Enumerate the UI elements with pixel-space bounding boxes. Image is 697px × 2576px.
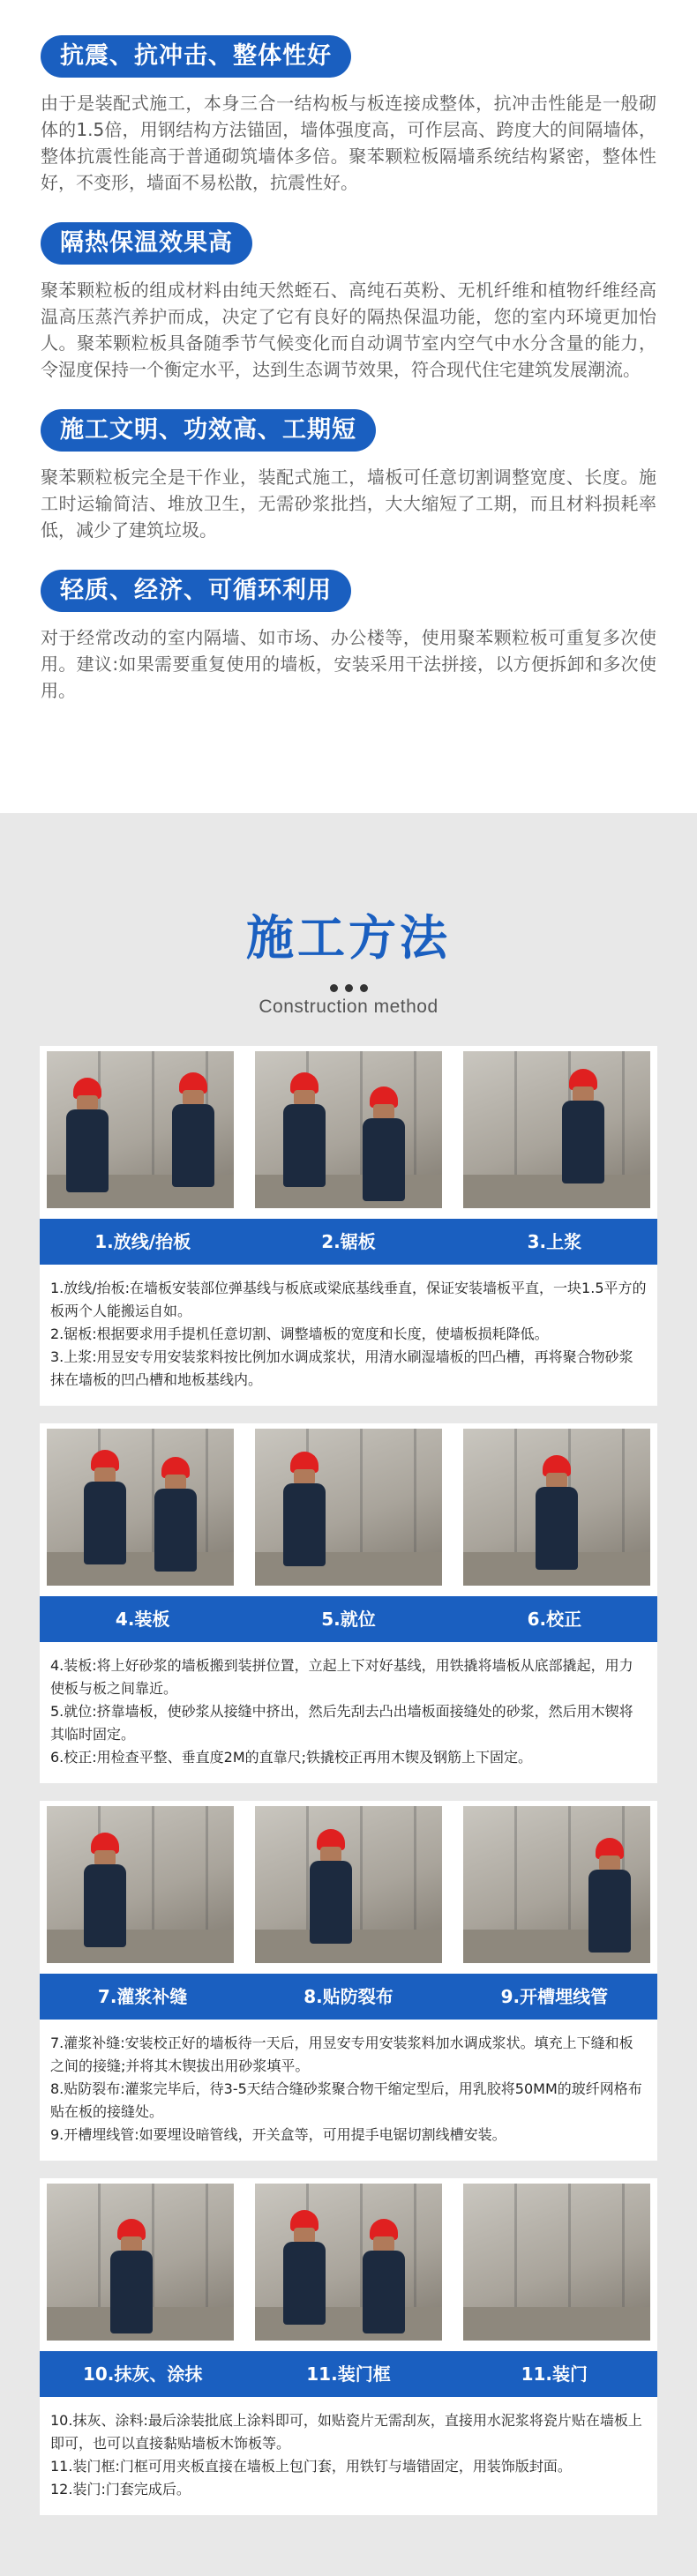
feature-block [41, 222, 656, 383]
step-photo [47, 1806, 234, 1963]
section-subtitle: Construction method [259, 997, 438, 1017]
divider-dot [360, 984, 368, 992]
step-description [40, 1642, 657, 1783]
step-photo [463, 1806, 650, 1963]
step-line: 8.贴防裂布:灌浆完毕后，待3-5天结合缝砂浆聚合物干缩定型后，用乳胶将50MM的玻纤网格布贴在板的接缝处。 [50, 2080, 642, 2120]
step-label: 6.校正 [527, 1609, 582, 1630]
section-title: 施工方法 [246, 910, 451, 966]
step-photo [255, 1806, 442, 1963]
step-label: 3.上浆 [527, 1231, 582, 1252]
step-label: 7.灌浆补缝 [97, 1986, 188, 2007]
feature-title: 施工文明、功效高、工期短 [41, 409, 376, 452]
step-photo [463, 1051, 650, 1208]
step-photo [47, 1051, 234, 1208]
feature-text: 对于经常改动的室内隔墙、如市场、办公楼等，使用聚苯颗粒板可重复多次使用。建议:如果需要重复使用的墙板，安装采用干法拼接，以方便拆卸和多次使用。 [41, 627, 656, 701]
features-section [0, 0, 697, 813]
feature-text: 聚苯颗粒板完全是干作业，装配式施工，墙板可任意切割调整宽度、长度。施工时运输简洁、堆放卫生，无需砂浆批挡，大大缩短了工期，而且材料损耗率低，减少了建筑垃圾。 [41, 467, 656, 541]
step-labels [40, 1974, 657, 2020]
step-labels [40, 2351, 657, 2397]
feature-block [41, 570, 656, 704]
feature-title: 抗震、抗冲击、整体性好 [41, 35, 351, 78]
step-labels [40, 1219, 657, 1265]
step-card [40, 1046, 657, 1406]
feature-block [41, 409, 656, 543]
step-line: 6.校正:用检查平整、垂直度2M的直靠尺;铁撬校正再用木锲及钢筋上下固定。 [50, 1749, 533, 1766]
step-photo [255, 1051, 442, 1208]
step-description [40, 2020, 657, 2161]
step-photo [255, 2184, 442, 2341]
step-line: 12.装门:门套完成后。 [50, 2481, 191, 2498]
photo-row [40, 2178, 657, 2341]
divider-dot [330, 984, 338, 992]
step-photo [47, 2184, 234, 2341]
step-line: 5.就位:挤靠墙板，使砂浆从接缝中挤出，然后先刮去凸出墙板面接缝处的砂浆，然后用木锲将其临时固定。 [50, 1703, 633, 1743]
step-line: 3.上浆:用昱安专用安装浆料按比例加水调成浆状，用清水刷湿墙板的凹凸槽，再将聚合物砂浆抹在墙板的凹凸槽和地板基线内。 [50, 1348, 633, 1388]
step-labels [40, 1596, 657, 1642]
photo-row [40, 1423, 657, 1586]
step-line: 9.开槽埋线管:如要埋设暗管线，开关盒等，可用提手电锯切割线槽安装。 [50, 2126, 506, 2143]
step-photo [255, 1429, 442, 1586]
photo-row [40, 1046, 657, 1208]
dots-divider [0, 979, 697, 988]
step-description [40, 1265, 657, 1406]
step-label: 8.贴防裂布 [304, 1986, 393, 2007]
step-label: 10.抹灰、涂抹 [82, 2363, 203, 2385]
step-label: 2.锯板 [321, 1231, 376, 1252]
feature-text: 聚苯颗粒板的组成材料由纯天然蛭石、高纯石英粉、无机纤维和植物纤维经高温高压蒸汽养护而成，决定了它有良好的隔热保温功能，您的室内环境更加怡人。聚苯颗粒板具备随季节气候变化而自动调节室内空气中水分含量的能力，令湿度保持一个衡定水平，达到生态调节效果，符合现代住宅建筑发展潮流。 [41, 280, 656, 380]
step-photo [47, 1429, 234, 1586]
step-label: 11.装门框 [306, 2363, 391, 2385]
step-label: 11.装门 [521, 2363, 588, 2385]
feature-title: 轻质、经济、可循环利用 [41, 570, 351, 612]
step-label: 9.开槽埋线管 [500, 1986, 609, 2007]
step-line: 2.锯板:根据要求用手提机任意切割、调整墙板的宽度和长度，使墙板损耗降低。 [50, 1325, 549, 1342]
step-line: 7.灌浆补缝:安装校正好的墙板待一天后，用昱安专用安装浆料加水调成浆状。填充上下缝和板之间的接缝;并将其木锲拔出用砂浆填平。 [50, 2035, 633, 2074]
construction-section [0, 813, 697, 2576]
feature-text: 由于是装配式施工，本身三合一结构板与板连接成整体，抗冲击性能是一般砌体的1.5倍，用钢结构方法锚固，墙体强度高，可作层高、跨度大的间隔墙体，整体抗震性能高于普通砌筑墙体多倍。聚苯颗粒板隔墙系统结构紧密，整体性好，不变形，墙面不易松散，抗震性好。 [41, 93, 656, 193]
step-photo [463, 1429, 650, 1586]
step-line: 10.抹灰、涂料:最后涂装批底上涂料即可，如贴瓷片无需刮灰，直接用水泥浆将瓷片贴在墙板上即可，也可以直接黏贴墙板木饰板等。 [50, 2412, 642, 2452]
step-line: 11.装门框:门框可用夹板直接在墙板上包门套，用铁钉与墙错固定，用装饰版封面。 [50, 2458, 572, 2475]
step-description [40, 2397, 657, 2515]
photo-row [40, 1801, 657, 1963]
divider-dot [345, 984, 353, 992]
step-photo [463, 2184, 650, 2341]
step-line: 1.放线/抬板:在墙板安装部位弹基线与板底或梁底基线垂直，保证安装墙板平直，一块1.5平方的板两个人能搬运自如。 [50, 1280, 647, 1319]
step-card [40, 1801, 657, 2161]
step-line: 4.装板:将上好砂浆的墙板搬到装拼位置，立起上下对好基线，用铁撬将墙板从底部撬起，用力使板与板之间靠近。 [50, 1657, 633, 1697]
step-card [40, 2178, 657, 2515]
step-label: 5.就位 [321, 1609, 376, 1630]
feature-block [41, 35, 656, 196]
step-card [40, 1423, 657, 1783]
feature-title: 隔热保温效果高 [41, 222, 252, 265]
step-label: 4.装板 [115, 1609, 170, 1630]
step-label: 1.放线/抬板 [94, 1231, 191, 1252]
